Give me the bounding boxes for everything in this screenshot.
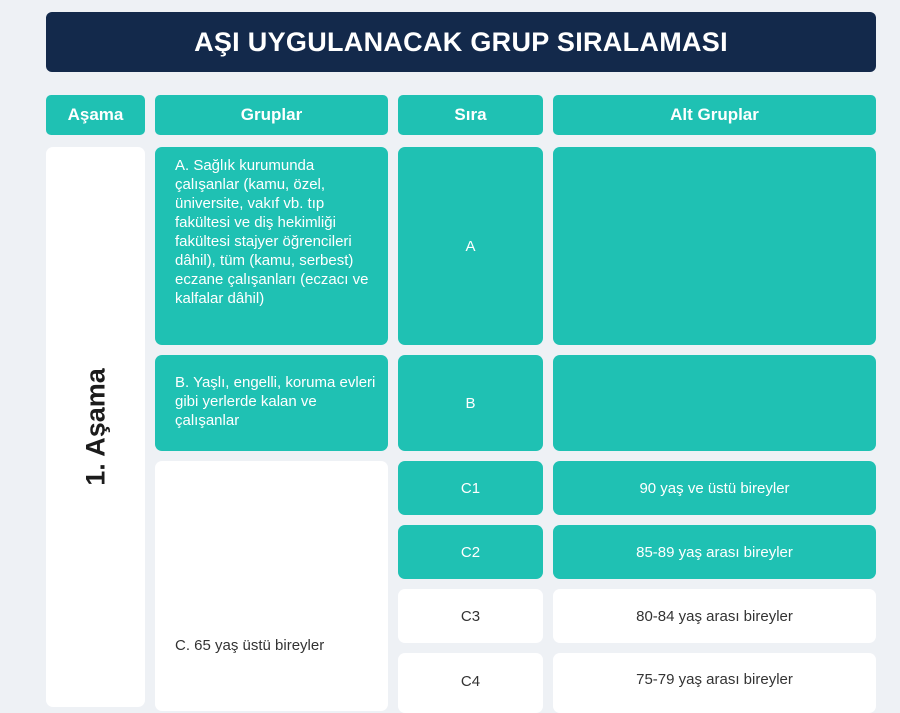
- header-alt-gruplar: Alt Gruplar: [553, 95, 876, 135]
- sira-cell-c4: [398, 653, 543, 713]
- sira-cell-c2: C2: [398, 525, 543, 579]
- group-b-cell: B. Yaşlı, engelli, koruma evleri gibi yerlerde kalan ve çalışanlar: [155, 355, 388, 451]
- header-asama: Aşama: [46, 95, 145, 135]
- sira-cell-a: A: [398, 147, 543, 345]
- alt-grup-cell-c2: 85-89 yaş arası bireyler: [553, 525, 876, 579]
- header-gruplar: Gruplar: [155, 95, 388, 135]
- sira-cell-b: B: [398, 355, 543, 451]
- alt-grup-cell-c1: 90 yaş ve üstü bireyler: [553, 461, 876, 515]
- group-c-cell: [155, 461, 388, 711]
- stage-cell: [46, 147, 145, 707]
- sira-cell-c1: C1: [398, 461, 543, 515]
- page-title: AŞI UYGULANACAK GRUP SIRALAMASI: [46, 12, 876, 72]
- alt-grup-c4-label: 75-79 yaş arası bireyler: [636, 671, 793, 688]
- header-sira: Sıra: [398, 95, 543, 135]
- alt-grup-cell-b: [553, 355, 876, 451]
- alt-grup-cell-c4: [553, 653, 876, 713]
- stage-label: 1. Aşama: [80, 368, 110, 486]
- sira-cell-c3: C3: [398, 589, 543, 643]
- group-a-cell: A. Sağlık kurumunda çalışanlar (kamu, özel, üniversite, vakıf vb. tıp fakültesi ve diş hekimliği fakültesi stajyer öğrencileri dâhil), tüm (kamu, serbest) eczane çalışanları (eczacı ve kalfalar dâhil): [155, 147, 388, 345]
- group-c-label: C. 65 yaş üstü bireyler: [175, 637, 325, 654]
- alt-grup-cell-c3: 80-84 yaş arası bireyler: [553, 589, 876, 643]
- sira-c4-label: C4: [460, 673, 481, 690]
- alt-grup-cell-a: [553, 147, 876, 345]
